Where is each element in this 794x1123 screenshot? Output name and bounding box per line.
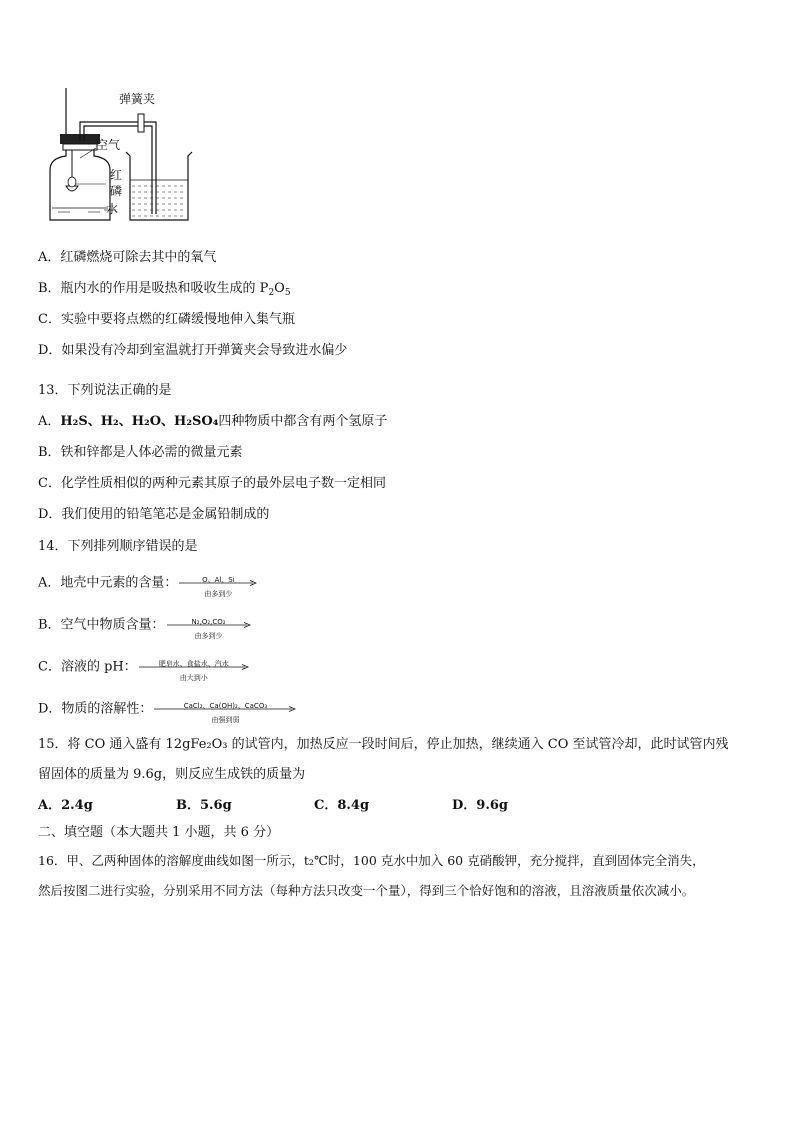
clip-label: 弹簧夹 (119, 92, 156, 106)
q16-stem-line2: 然后按图二进行实验，分别采用不同方法（每种方法只改变一个量），得到三个恰好饱和的溶液，且溶液质量依次减小。 (38, 883, 695, 898)
q12-option-b-sub1: 2 (268, 288, 275, 298)
q14-option-b (38, 616, 251, 640)
q14-option-d (38, 700, 296, 724)
q14-c-arrow (139, 658, 249, 682)
q13-option-a-formula: H₂S、H₂、H₂O、H₂SO₄ (60, 414, 219, 429)
section-heading: 二、填空题（本大题共 1 小题，共 6 分） (38, 825, 280, 840)
q14-option-c-label: C．溶液的 pH： (38, 659, 137, 675)
q14-b-arrow (167, 616, 251, 640)
q14-a-arrow-top: O、Al、Si (202, 576, 235, 584)
q14-d-arrow (154, 700, 296, 724)
q15-stem-line2: 留固体的质量为 9.6g，则反应生成铁的质量为 (38, 767, 306, 782)
q12-option-b (38, 280, 291, 298)
q15-stem-line1: 15．将 CO 通入盛有 12gFe₂O₃ 的试管内，加热反应一段时间后，停止加热，继续通入 CO 至试管冷却，此时试管内残 (38, 737, 729, 752)
q16-stem-line1: 16．甲、乙两种固体的溶解度曲线如图一所示，t₂℃时，100 克水中加入 60 克硝酸钾，充分搅拌，直到固体完全消失， (38, 853, 705, 868)
apparatus-drawing (44, 86, 194, 226)
q14-d-arrow-bottom: 由强到弱 (211, 716, 240, 724)
q13-option-a-prefix: A． (38, 414, 61, 429)
phosphorus-label-2: 磷 (110, 184, 123, 198)
phosphorus-label-1: 红 (110, 168, 123, 182)
q12-option-b-mid: O (274, 281, 285, 296)
q14-option-c (38, 658, 249, 682)
q14-a-arrow-bottom: 由多到少 (204, 590, 233, 598)
q14-c-arrow-top: 肥皂水、食盐水、汽水 (158, 660, 229, 668)
q14-c-arrow-bottom: 由大到小 (179, 674, 208, 682)
q12-option-c: C．实验中要将点燃的红磷缓慢地伸入集气瓶 (38, 312, 295, 327)
q13-stem: 13．下列说法正确的是 (38, 383, 172, 398)
q12-option-b-text: B．瓶内水的作用是吸热和吸收生成的 P (38, 281, 269, 296)
q15-option-b: B．5.6g (176, 798, 232, 813)
water-label: 水 (106, 202, 119, 216)
apparatus-figure (44, 86, 194, 226)
q13-option-d: D．我们使用的铅笔笔芯是金属铅制成的 (38, 507, 270, 522)
q14-b-arrow-top: N₂,O₂,CO₂ (191, 618, 226, 626)
q12-option-b-sub2: 5 (284, 288, 291, 298)
q14-b-arrow-bottom: 由多到少 (194, 632, 223, 640)
q15-option-d: D．9.6g (452, 798, 508, 813)
q14-option-d-label: D．物质的溶解性： (38, 701, 153, 717)
q13-option-c: C．化学性质相似的两种元素其原子的最外层电子数一定相同 (38, 476, 386, 491)
air-label: 空气 (96, 138, 121, 152)
q14-option-b-label: B．空气中物质含量： (38, 617, 165, 633)
q14-option-a-label: A．地壳中元素的含量： (38, 575, 178, 591)
q12-option-d: D．如果没有冷却到室温就打开弹簧夹会导致进水偏少 (38, 343, 348, 358)
q14-a-arrow (179, 574, 257, 598)
q13-option-a-text: 四种物质中都含有两个氢原子 (218, 414, 388, 429)
q15-option-c: C．8.4g (314, 798, 370, 813)
q12-option-a: A．红磷燃烧可除去其中的氧气 (38, 250, 217, 265)
q15-option-a: A．2.4g (38, 798, 93, 813)
q14-d-arrow-top: CaCl₂、Ca(OH)₂、CaCO₃ (183, 702, 268, 710)
q13-option-a (38, 413, 387, 431)
q14-option-a (38, 574, 257, 598)
q13-option-b: B．铁和锌都是人体必需的微量元素 (38, 445, 243, 460)
q14-stem: 14．下列排列顺序错误的是 (38, 539, 198, 554)
